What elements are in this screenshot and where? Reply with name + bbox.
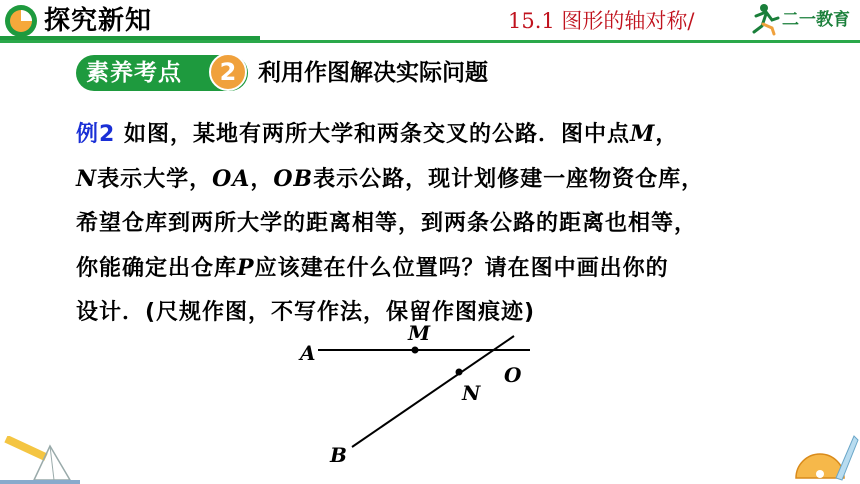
label-m: M — [408, 321, 431, 345]
geometry-tools-decoration-icon — [0, 436, 80, 484]
problem-text-span: 应该建在什么位置吗？请在图中画出你的 — [254, 256, 669, 281]
geometry-figure — [290, 320, 550, 470]
problem-line-4 — [76, 246, 846, 291]
header-bar — [0, 0, 860, 42]
problem-line-2 — [76, 157, 846, 202]
problem-line-5: 设计．(尺规作图，不写作法，保留作图痕迹) — [76, 300, 536, 325]
label-n: N — [462, 381, 481, 405]
topic-title: 利用作图解决实际问题 — [258, 60, 488, 86]
road-ob-symbol: OB — [273, 166, 314, 192]
logo-text: 二一教育 — [782, 10, 850, 30]
problem-text-span: 表示公路，现计划修建一座物资仓库， — [313, 167, 705, 192]
topic-number-badge: 2 — [209, 53, 247, 91]
point-n — [456, 369, 463, 376]
label-b: B — [330, 443, 347, 467]
problem-text-span: ， — [250, 167, 274, 192]
example-label: 例2 — [76, 122, 116, 147]
problem-line-1 — [76, 112, 846, 157]
problem-text-span: 如图，某地有两所大学和两条交叉的公路．图中点 — [115, 122, 630, 147]
problem-text-span: ， — [655, 122, 679, 147]
road-ob-line — [352, 336, 514, 447]
problem-text — [76, 112, 846, 335]
point-m-symbol: M — [629, 121, 656, 147]
problem-line-3: 希望仓库到两所大学的距离相等，到两条公路的距离也相等， — [76, 211, 698, 236]
point-m — [412, 347, 419, 354]
pie-badge-icon — [4, 4, 38, 38]
protractor-decoration-icon — [790, 430, 860, 484]
point-p-symbol: P — [237, 255, 255, 281]
lesson-title: 15.1 图形的轴对称/ — [508, 9, 695, 33]
label-a: A — [300, 341, 316, 365]
problem-text-span: 表示大学， — [97, 167, 213, 192]
label-o: O — [504, 363, 522, 387]
road-oa-symbol: OA — [212, 166, 251, 192]
section-title: 探究新知 — [44, 6, 153, 36]
problem-text-span: 你能确定出仓库 — [76, 256, 238, 281]
point-n-symbol: N — [76, 166, 98, 192]
topic-label: 素养考点 — [86, 60, 182, 86]
header-divider — [0, 40, 860, 43]
